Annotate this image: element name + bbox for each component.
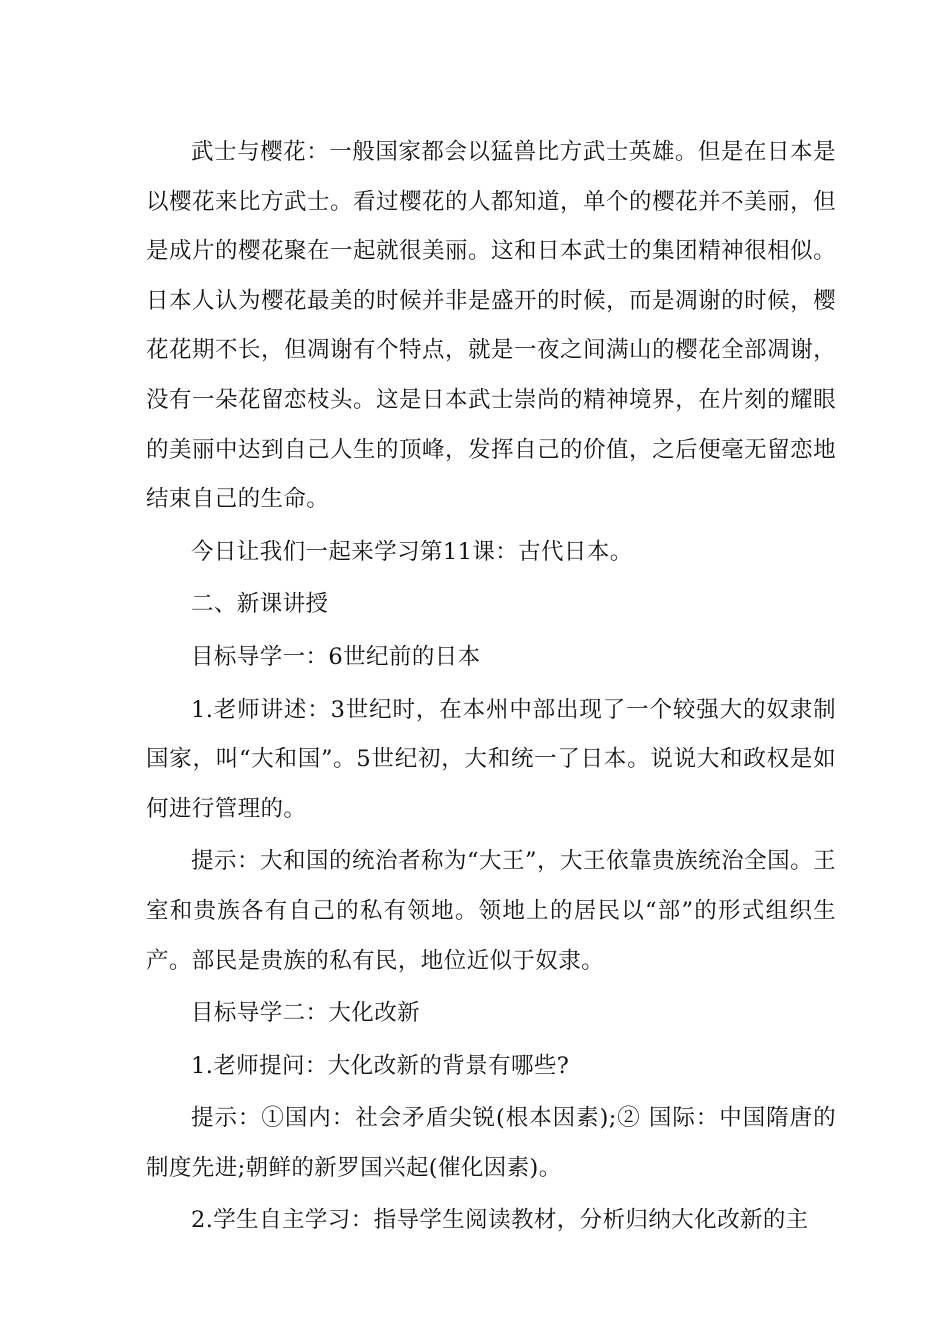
objective-heading-1: 目标导学一：6世纪前的日本 (191, 643, 481, 670)
document-body (146, 128, 836, 1246)
paragraph-teacher-question: 1.老师提问：大化改新的背景有哪些? (191, 1052, 570, 1079)
paragraph-hint-yamato: 提示：大和国的统治者称为“大王”，大王依靠贵族统治全国。王室和贵族各有自己的私有领地。领地上的居民以“部”的形式组织生产。部民是贵族的私有民，地位近似于奴隶。 (146, 848, 836, 974)
paragraph-lesson-intro: 今日让我们一起来学习第11课：古代日本。 (191, 538, 633, 565)
paragraph-teacher-narration: 1.老师讲述：3世纪时，在本州中部出现了一个较强大的奴隶制国家，叫“大和国”。5世纪初，大和统一了日本。说说大和政权是如何进行管理的。 (146, 696, 836, 822)
paragraph-samurai-and-sakura: 武士与樱花：一般国家都会以猛兽比方武士英雄。但是在日本是以樱花来比方武士。看过樱花的人都知道，单个的樱花并不美丽，但是成片的樱花聚在一起就很美丽。这和日本武士的集团精神很相似。日本人认为樱花最美的时候并非是盛开的时候，而是凋谢的时候，樱花花期不长，但凋谢有个特点，就是一夜之间满山的樱花全部凋谢，没有一朵花留恋枝头。这是日本武士崇尚的精神境界，在片刻的耀眼的美丽中达到自己人生的顶峰，发挥自己的价值，之后便毫无留恋地结束自己的生命。 (146, 139, 836, 513)
paragraph-student-study: 2.学生自主学习：指导学生阅读教材，分析归纳大化改新的主 (191, 1207, 809, 1234)
section-heading-new-lesson: 二、新课讲授 (191, 591, 329, 618)
paragraph-hint-taika: 提示：①国内：社会矛盾尖锐(根本因素);② 国际：中国隋唐的制度先进;朝鲜的新罗国兴起(催化因素)。 (146, 1105, 836, 1181)
objective-heading-2: 目标导学二：大化改新 (191, 1000, 421, 1027)
